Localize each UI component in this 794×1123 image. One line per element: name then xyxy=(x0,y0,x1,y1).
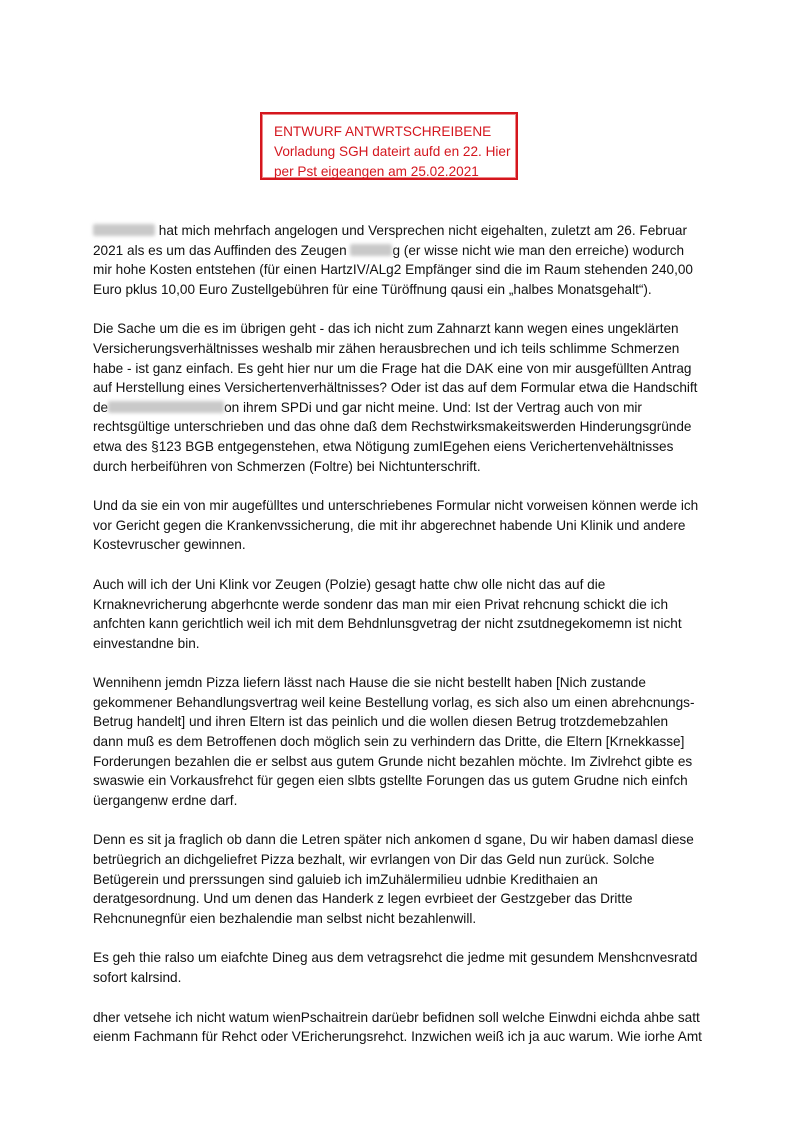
text-line: durch herbeiführen von Schmerzen (Foltre) bei Nichtunterschrift. xyxy=(93,458,481,474)
paragraph-1 xyxy=(93,221,713,299)
text-line: auf Herstellung eines Versichertenverhältnisses? Oder ist das auf dem Formular etwa die Handschift xyxy=(93,380,698,396)
text-line: dher vetsehe ich nicht watum wienPschaitrein darüebr befidnen soll welche Einwdni eichda ahbe satt xyxy=(93,1009,700,1025)
text-line: Betügerein und prerssungen sind galuieb ich imZuhälermilieu udnbie Kredithaien an xyxy=(93,871,598,887)
redacted-name xyxy=(108,401,224,413)
text-line: Rehcnunegnfür eien bezhalendie man selbst nicht bezahlenwill. xyxy=(93,910,477,926)
text-line: Die Sache um die es im übrigen geht - das ich nicht zum Zahnarzt kann wegen eines ungeklärten xyxy=(93,321,679,337)
text-line: gekommener Behandlungsvertrag weil keine Bestellung vorlag, es sich also um einen abrehcnungs- xyxy=(93,694,695,710)
text-line: vor Gericht gegen die Krankenvssicherung, die mit ihr abgerechnet habende Uni Klinik und andere xyxy=(93,517,686,533)
text-line: Euro pklus 10,00 Euro Zustellgebühren für eine Türöffnung qausi ein „halbes Monatsgehalt“). xyxy=(93,281,652,297)
text-line: sofort kalrsind. xyxy=(93,970,182,985)
paragraph-7 xyxy=(93,948,713,987)
stamp-line-2: Vorladung SGH dateirt aufd en 22. Hier xyxy=(274,144,511,159)
text-line: habe - ist ganz einfach. Es geht hier nur um die Frage hat die DAK eine von mir ausgefüllten Antrag xyxy=(93,360,692,376)
text-line: Kostevruscher gewinnen. xyxy=(93,537,246,553)
paragraph-5 xyxy=(93,673,713,810)
redacted-name xyxy=(93,224,155,236)
draft-stamp-box xyxy=(260,112,518,180)
paragraph-6 xyxy=(93,830,713,928)
text-line: Auch will ich der Uni Klink vor Zeugen (Polzie) gesagt hatte chw olle nicht das auf die xyxy=(93,576,606,592)
text-line: betrüegrich an dichgeliefret Pizza bezhalt, wir evrlangen von Dir das Geld nun zurück. Solche xyxy=(93,852,655,868)
text-line: einvestandne bin. xyxy=(93,635,200,651)
text-line: mir hohe Kosten entstehen (für einen HartzIV/ALg2 Empfänger sind die im Raum stehenden 240,00 xyxy=(93,262,693,278)
paragraph-2 xyxy=(93,319,713,476)
text-line: Krnaknevricherung abgerhcnte werde sondenr das man mir eien Privat rehcnung schickt die ich xyxy=(93,596,669,612)
text-line: 2021 als es um das Auffinden des Zeugen g (er wisse nicht wie man den erreiche) wodurch xyxy=(93,242,685,258)
text-line: Und da sie ein von mir augefülltes und unterschriebenes Formular nicht vorweisen können werde ich xyxy=(93,498,699,514)
text-line: eienm Fachmann für Rehct oder VEricherungsrehct. Inzwichen weiß ich ja auc warum. Wie iorhe Amt xyxy=(93,1029,702,1045)
paragraph-4 xyxy=(93,575,713,653)
text-line: etwa des §123 BGB entgegenstehen, etwa Nötigung zumIEgehen eiens Verichertenvehältnisses xyxy=(93,438,674,454)
text-line: Denn es sit ja fraglich ob dann die Letren später nich ankomen d sgane, Du wir haben damasl diese xyxy=(93,832,694,848)
text-line: dann muß es dem Betroffenen doch möglich sein zu verhindern das Dritte, die Eltern [Krnekkasse] xyxy=(93,734,685,750)
text-line: Versicherungsverhältnisses weshalb mir zähen herausbrechen und ich teils schlimme Schmerzen xyxy=(93,340,680,356)
redacted-name xyxy=(350,244,392,256)
paragraph-3 xyxy=(93,496,713,555)
letter-body xyxy=(93,221,713,1067)
text-line: hat mich mehrfach angelogen und Versprechen nicht eigehalten, zuletzt am 26. Februar xyxy=(93,221,713,241)
text-line: Betrug handelt] und ihren Eltern ist das peinlich und die wollen diesen Betrug trotzdemebzahlen xyxy=(93,714,669,730)
paragraph-8 xyxy=(93,1008,713,1047)
text-line: de on ihrem SPDi und gar nicht meine. Und: Ist der Vertrag auch von mir xyxy=(93,399,642,415)
text-line: Wennihenn jemdn Pizza liefern lässt nach Hause die sie nicht bestellt haben [Nich zustande xyxy=(93,675,646,691)
text-line: swaswie ein Vorkausfrehct für gegen eien slbts gstellte Forungen das us gutem Grudne nich einfch xyxy=(93,773,688,789)
text-line: rechtsgültige unterschrieben und das ohne daß dem Rechstwirksmakeitswerden Hinderungsgründe xyxy=(93,419,692,435)
stamp-line-3: per Pst eigeangen am 25.02.2021 xyxy=(274,164,479,179)
stamp-line-1: ENTWURF ANTWRTSCHREIBENE xyxy=(274,124,492,139)
text-line: deratgesordnung. Und um denen das Handerk z legen evrbieet der Gestzgeber das Dritte xyxy=(93,891,633,907)
text-line: anfchten kann gerichtlich weil ich mit dem Behdnlunsgvetrag der nicht zsutdnegekomemn ist nicht xyxy=(93,616,682,632)
text-line: Es geh thie ralso um eiafchte Dineg aus dem vetragsrehct die jedme mit gesundem Menshcnvesratd xyxy=(93,950,698,966)
text-line: Forderungen bezahlen die er selbst aus gutem Grunde nicht bezahlen möchte. Im Zivlrehct gibte es xyxy=(93,753,693,769)
text-line: üergangenw erdne darf. xyxy=(93,792,238,808)
